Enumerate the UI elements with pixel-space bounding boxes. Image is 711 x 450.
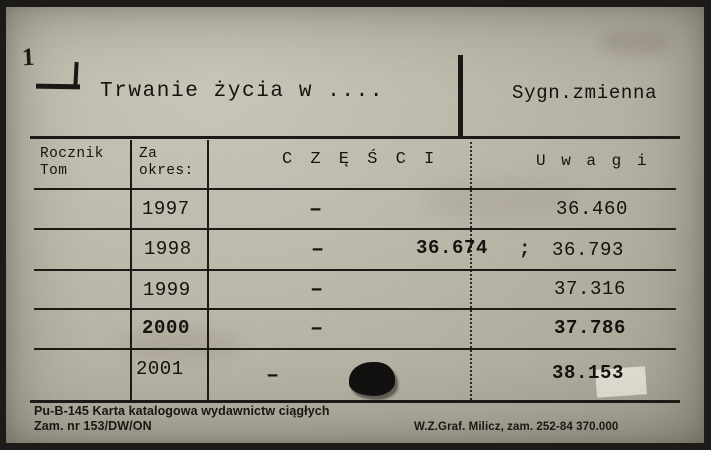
row-rule-4 bbox=[34, 348, 676, 350]
scan-edge-right bbox=[704, 0, 711, 450]
row-rule-3 bbox=[34, 308, 676, 310]
table-row: 1998 bbox=[144, 238, 192, 260]
table-row: – bbox=[311, 237, 325, 262]
row-rule-1 bbox=[34, 228, 676, 230]
table-row: 36.460 bbox=[556, 198, 629, 220]
table-row: 1997 bbox=[142, 198, 190, 220]
table-row: – bbox=[310, 277, 324, 302]
vline-za-czesci bbox=[207, 140, 209, 402]
table-row: 2000 bbox=[142, 317, 191, 339]
table-row: 2001 bbox=[136, 358, 184, 380]
table-row: 38.153 bbox=[552, 362, 625, 384]
card-corner-number: 1 bbox=[21, 43, 36, 72]
page-title: Trwanie życia w .... bbox=[100, 80, 385, 103]
table-row: – bbox=[310, 316, 324, 341]
table-row: 1999 bbox=[143, 279, 191, 301]
corner-angle-mark bbox=[36, 62, 82, 90]
footer-form-code: Pu-B-145 Karta katalogowa wydawnictw ciągłych Zam. nr 153/DW/ON bbox=[34, 404, 330, 433]
vline-czesci-uwagi bbox=[470, 142, 472, 400]
column-header-za-okres: Za okres: bbox=[139, 146, 194, 179]
column-header-uwagi: U w a g i bbox=[536, 152, 650, 170]
header-vertical-divider bbox=[458, 55, 463, 138]
table-bottom-rule bbox=[30, 400, 680, 403]
column-header-czesci: C Z Ę Ś C I bbox=[282, 150, 439, 169]
vline-rocznik-za bbox=[130, 140, 132, 402]
table-row: 36.793 bbox=[552, 239, 625, 261]
scan-edge-bottom bbox=[0, 443, 711, 450]
scan-edge-top bbox=[0, 0, 711, 7]
table-row: 36.674 bbox=[416, 237, 489, 259]
column-header-rocznik: Rocznik Tom bbox=[40, 146, 104, 179]
table-row: 37.316 bbox=[554, 278, 627, 300]
header-rule bbox=[30, 136, 680, 139]
signature-label: Sygn.zmienna bbox=[512, 82, 658, 104]
table-row: ; bbox=[519, 238, 532, 260]
row-rule-2 bbox=[34, 269, 676, 271]
footer-printer-info: W.Z.Graf. Milicz, zam. 252-84 370.000 bbox=[414, 421, 619, 433]
table-row: 37.786 bbox=[554, 317, 627, 339]
table-row: – bbox=[266, 363, 280, 388]
ink-blot bbox=[349, 362, 395, 396]
paper-smudge bbox=[600, 30, 670, 56]
scan-edge-left bbox=[0, 0, 6, 450]
table-row: – bbox=[309, 197, 323, 222]
